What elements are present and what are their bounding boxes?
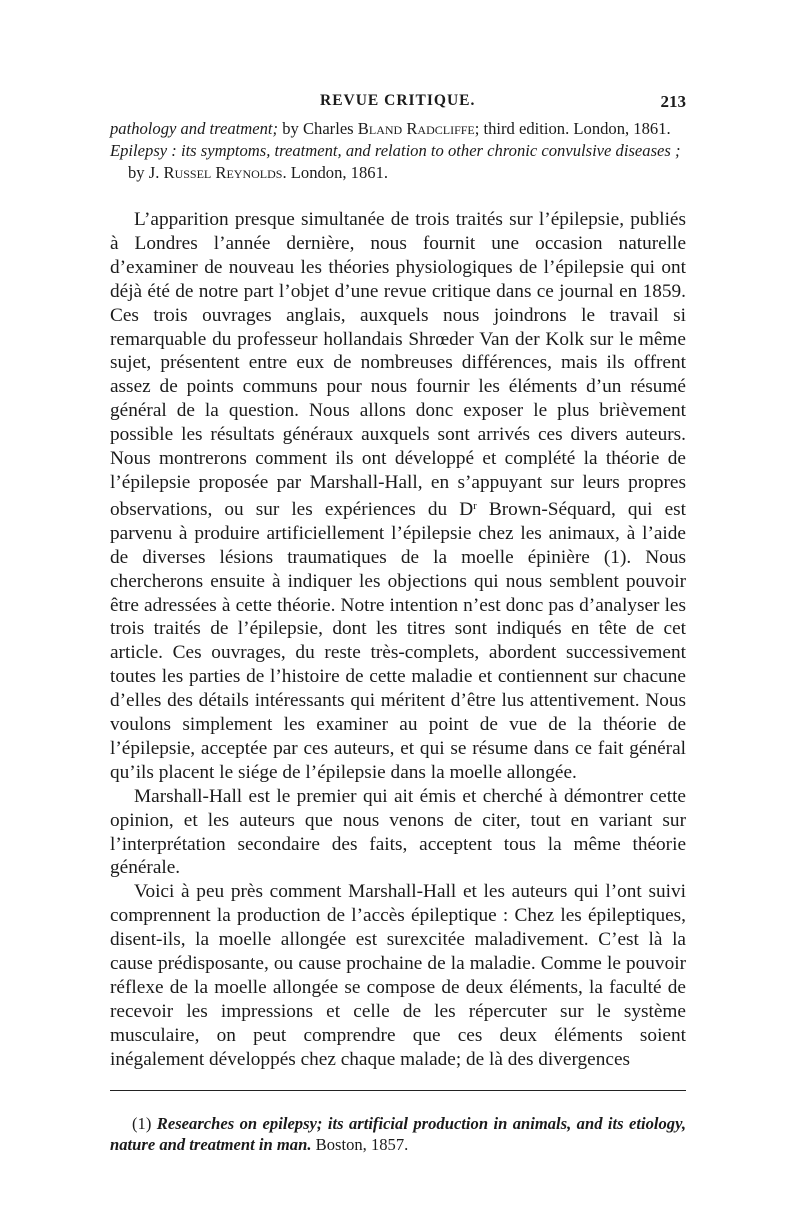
reference-entry (110, 118, 686, 140)
article-body (110, 208, 686, 1072)
reference-edition: . London, 1861. (282, 163, 389, 182)
reference-title: Epilepsy : its symptoms, treatment, and relation to other chronic convulsive diseases ; (110, 141, 681, 160)
bibliographic-references (110, 118, 686, 184)
superscript: r (473, 499, 477, 512)
reference-text: by Charles (278, 119, 358, 138)
running-title: REVUE CRITIQUE. (320, 92, 476, 109)
footnote (110, 1113, 686, 1155)
reference-author: Russel Reynolds (163, 163, 283, 182)
reference-text: by J. (128, 163, 164, 182)
paragraph-text: Brown-Séquard, qui est parvenu à produire artificiellement l’épilepsie chez les animaux, à l’aide de diverses lésions traumatiques de la moelle épinière (1). Nous chercherons ensuite à indiquer les objections qui nous semblent pouvoir être adressées à cette théorie. Notre intention n’est donc pas d’analyser les trois traités de l’épilepsie, dont les titres sont indiqués en tête de cet article. Ces ouvrages, du reste très-complets, abordent successivement toutes les parties de l’histoire de cette maladie et contiennent sur chacune d’elles des détails intéressants qui méritent d’être lus attentivement. Nous voulons simplement les examiner au point de vue de la théorie de l’épilepsie, acceptée par ces auteurs, et qui se résume dans ce fait général qu’ils placent le siége de l’épilepsie dans la moelle allongée. (110, 498, 686, 783)
running-head (110, 92, 686, 118)
book-page (110, 92, 686, 1155)
paragraph: Voici à peu près comment Marshall-Hall et les auteurs qui l’ont suivi comprennent la production de l’accès épileptique : Chez les épileptiques, disent-ils, la moelle allongée est surexcitée maladivement. C’est là la cause prédisposante, ou cause prochaine de la maladie. Comme le pouvoir réflexe de la moelle allongée se compose de deux éléments, la faculté de recevoir les impressions et celle de les répercuter sur le système musculaire, on peut comprendre que ces deux éléments soient inégalement développés chez chaque malade; de là des divergences (110, 881, 686, 1070)
reference-author: Bland Radcliffe (357, 119, 475, 138)
footnote-rule (110, 1090, 686, 1091)
reference-title: pathology and treatment; (110, 119, 279, 138)
paragraph (110, 208, 686, 785)
reference-entry (110, 140, 686, 184)
reference-edition: ; third edition. London, 1861. (474, 119, 671, 138)
paragraph: Marshall-Hall est le premier qui ait émis et cherché à démontrer cette opinion, et les auteurs que nous venons de citer, tout en variant sur l’interprétation secondaire des faits, acceptent tous la même théorie générale. (110, 785, 686, 879)
footnote-place-year: Boston, 1857. (311, 1134, 409, 1154)
page-number: 213 (660, 92, 686, 111)
footnote-marker: (1) (132, 1113, 152, 1133)
paragraph-text: L’apparition presque simultanée de trois traités sur l’épilepsie, publiés à Londres l’année dernière, nous fournit une occasion naturelle d’examiner de nouveau les théories physiologiques de l’épilepsie qui ont déjà été de notre part l’objet d’une revue critique dans ce journal en 1859. Ces trois ouvrages anglais, auxquels nous joindrons le travail si remarquable du professeur hollandais Shrœder Van der Kolk sur le même sujet, présentent entre eux de nombreuses différences, mais ils offrent assez de points communs pour nous fournir les éléments d’un résumé général de la question. Nous allons donc exposer le plus brièvement possible les résultats généraux auxquels sont arrivés ces divers auteurs. Nous montrerons comment ils ont développé et complété la théorie de l’épilepsie proposée par Marshall-Hall, en s’appuyant sur leurs propres observations, ou sur les expériences du D (110, 209, 686, 520)
footnote-title: Researches on epilepsy; its artificial production in animals, and its etiology, nature and treatment in man. (110, 1113, 686, 1154)
